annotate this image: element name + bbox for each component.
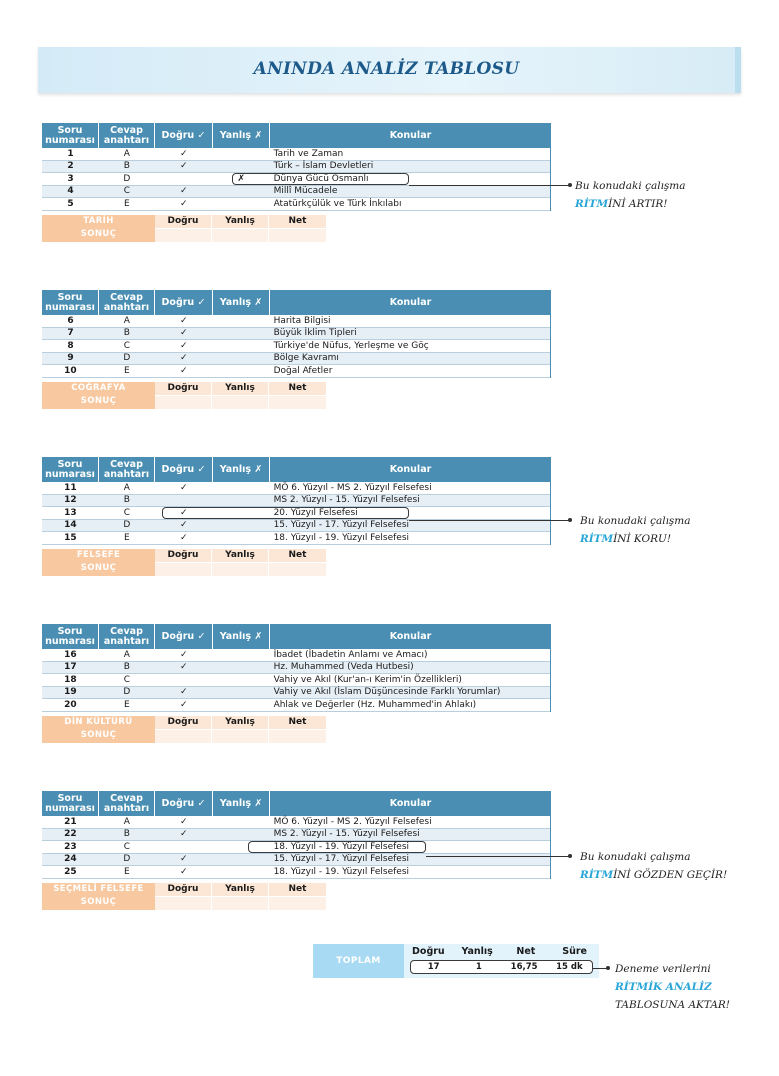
- topic: İbadet (İbadetin Anlamı ve Amacı): [273, 649, 428, 660]
- answer-key: B: [123, 328, 130, 339]
- table-row: [42, 148, 550, 161]
- answer-key: D: [123, 520, 131, 531]
- wrong-mark: ✗: [237, 173, 245, 184]
- correct-mark: ✓: [179, 507, 188, 518]
- topic: Atatürkçülük ve Türk İnkılabı: [273, 198, 402, 209]
- result-label: FELSEFE SONUÇ: [42, 549, 155, 576]
- total-values-area: [404, 944, 599, 978]
- topic: 18. Yüzyıl - 19. Yüzyıl Felsefesi: [273, 532, 410, 543]
- answer-key: A: [123, 649, 130, 660]
- connector-line-2: [409, 520, 569, 521]
- table-row: [42, 161, 550, 174]
- header-yanlis: Yanlış ✗: [213, 457, 270, 482]
- answer-key: B: [123, 829, 130, 840]
- result-dogru-input[interactable]: [155, 562, 211, 576]
- wrong-mark: [213, 315, 270, 327]
- analysis-section: [42, 624, 551, 743]
- topic: 15. Yüzyıl - 17. Yüzyıl Felsefesi: [273, 854, 410, 865]
- header-konular: Konular: [389, 463, 432, 475]
- result-yanlis-input[interactable]: [212, 896, 268, 910]
- question-number: 10: [64, 365, 77, 376]
- wrong-mark: [213, 148, 270, 160]
- total-header: Doğru: [412, 946, 445, 957]
- header-dogru: Doğru ✓: [155, 624, 213, 649]
- correct-mark: ✓: [179, 148, 188, 159]
- correct-mark: ✓: [179, 829, 188, 840]
- result-dogru-input[interactable]: [155, 729, 211, 743]
- question-number: 12: [64, 495, 77, 506]
- answer-key: C: [123, 186, 130, 197]
- table-row: [42, 674, 550, 687]
- correct-mark: ✓: [179, 687, 188, 698]
- correct-mark: [155, 173, 213, 185]
- wrong-mark: [213, 353, 270, 365]
- question-number: 13: [64, 507, 77, 518]
- note-line: Bu konudaki çalışma: [575, 180, 686, 192]
- final-note-line: TABLOSUNA AKTAR!: [615, 999, 731, 1011]
- answer-key: C: [123, 507, 130, 518]
- result-dogru-input[interactable]: [155, 228, 211, 242]
- correct-mark: [155, 674, 213, 686]
- correct-mark: ✓: [179, 198, 188, 209]
- result-row: [42, 382, 326, 409]
- topic: 15. Yüzyıl - 17. Yüzyıl Felsefesi: [273, 520, 410, 531]
- result-row: [42, 215, 326, 242]
- wrong-mark: [213, 649, 270, 661]
- table-body: [42, 315, 551, 378]
- question-number: 20: [64, 699, 77, 710]
- topic: Ahlak ve Değerler (Hz. Muhammed'in Ahlakı): [273, 699, 477, 710]
- wrong-mark: [213, 532, 270, 544]
- wrong-mark: [213, 687, 270, 699]
- total-value: 17: [427, 962, 440, 972]
- wrong-mark: [213, 854, 270, 866]
- header-cevap: Cevap anahtarı: [99, 791, 155, 816]
- note-gozden-gecir: [580, 848, 727, 884]
- title-banner: [38, 47, 741, 93]
- table-row: [42, 699, 550, 712]
- topic: Millî Mücadele: [273, 186, 338, 197]
- wrong-mark: [213, 198, 270, 210]
- total-header: Süre: [562, 946, 587, 957]
- result-yanlis-input[interactable]: [212, 729, 268, 743]
- table-row: [42, 198, 550, 211]
- result-label: COĞRAFYA SONUÇ: [42, 382, 155, 409]
- topic: 18. Yüzyıl - 19. Yüzyıl Felsefesi: [273, 866, 410, 877]
- analysis-section: [42, 457, 551, 576]
- total-value: 16,75: [510, 962, 538, 972]
- table-header: [42, 457, 551, 482]
- total-label: TOPLAM: [313, 944, 404, 978]
- answer-key: E: [123, 198, 130, 209]
- answer-key: A: [123, 315, 130, 326]
- header-konular: Konular: [389, 797, 432, 809]
- connector-line-3: [426, 856, 569, 857]
- result-yanlis-input[interactable]: [212, 228, 268, 242]
- wrong-mark: [213, 328, 270, 340]
- total-header: Net: [516, 946, 536, 957]
- question-number: 19: [64, 687, 77, 698]
- correct-mark: ✓: [179, 662, 188, 673]
- topic: Türk – İslam Devletleri: [273, 161, 374, 172]
- result-dogru: Doğru: [155, 716, 212, 743]
- table-row: [42, 816, 550, 829]
- result-net-input[interactable]: [269, 395, 326, 409]
- topic: MS 2. Yüzyıl - 15. Yüzyıl Felsefesi: [273, 829, 420, 840]
- topic-highlight: [232, 173, 409, 185]
- question-number: 23: [64, 841, 77, 852]
- header-yanlis: Yanlış ✗: [213, 624, 270, 649]
- question-number: 3: [67, 173, 74, 184]
- question-number: 8: [67, 340, 74, 351]
- table-row: [42, 340, 550, 353]
- final-note: [615, 960, 730, 1014]
- result-net-input[interactable]: [269, 562, 326, 576]
- topic: Türkiye'de Nüfus, Yerleşme ve Göç: [273, 340, 429, 351]
- topic: MÖ 6. Yüzyıl - MS 2. Yüzyıl Felsefesi: [273, 482, 432, 493]
- wrong-mark: [213, 674, 270, 686]
- table-row: [42, 482, 550, 495]
- answer-key: D: [123, 353, 131, 364]
- answer-key: C: [123, 340, 130, 351]
- table-row: [42, 532, 550, 545]
- correct-mark: ✓: [179, 532, 188, 543]
- question-number: 16: [64, 649, 77, 660]
- result-yanlis: Yanlış: [212, 549, 269, 576]
- connector-dot-3: [568, 854, 572, 858]
- table-row: [42, 687, 550, 700]
- analysis-section: [42, 791, 551, 910]
- note-koru: [580, 512, 691, 548]
- topic: Tarih ve Zaman: [273, 148, 344, 159]
- result-label: DİN KÜLTÜRÜ SONUÇ: [42, 716, 155, 743]
- result-yanlis-input[interactable]: [212, 395, 268, 409]
- result-dogru: Doğru: [155, 215, 212, 242]
- result-row: [42, 883, 326, 910]
- result-net: Net: [269, 883, 326, 910]
- result-row: [42, 716, 326, 743]
- table-row: [42, 520, 550, 533]
- note-line: Bu konudaki çalışma: [580, 515, 691, 527]
- wrong-mark: [213, 495, 270, 507]
- table-row: [42, 866, 550, 879]
- table-body: [42, 816, 551, 879]
- header-cevap: Cevap anahtarı: [99, 457, 155, 482]
- correct-mark: ✓: [179, 353, 188, 364]
- header-soru: Soru numarası: [42, 123, 99, 148]
- question-number: 21: [64, 816, 77, 827]
- result-yanlis-input[interactable]: [212, 562, 268, 576]
- table-row: [42, 649, 550, 662]
- answer-key: A: [123, 482, 130, 493]
- topic: 20. Yüzyıl Felsefesi: [273, 507, 358, 518]
- table-row: [42, 829, 550, 842]
- question-number: 14: [64, 520, 77, 531]
- wrong-mark: [213, 161, 270, 173]
- table-row: [42, 186, 550, 199]
- question-number: 9: [67, 353, 74, 364]
- result-dogru: Doğru: [155, 549, 212, 576]
- header-soru: Soru numarası: [42, 457, 99, 482]
- question-number: 11: [64, 482, 77, 493]
- wrong-mark: [213, 866, 270, 878]
- connector-line-total: [593, 968, 607, 969]
- answer-key: A: [123, 816, 130, 827]
- header-cevap: Cevap anahtarı: [99, 290, 155, 315]
- correct-mark: ✓: [179, 482, 188, 493]
- note-accent-line: RİTMİNİ GÖZDEN GEÇİR!: [580, 869, 728, 881]
- header-konular: Konular: [389, 630, 432, 642]
- header-dogru: Doğru ✓: [155, 791, 213, 816]
- result-label: TARİH SONUÇ: [42, 215, 155, 242]
- correct-mark: [155, 495, 213, 507]
- header-dogru: Doğru ✓: [155, 123, 213, 148]
- table-row: [42, 328, 550, 341]
- answer-key: E: [123, 866, 130, 877]
- topic: MÖ 6. Yüzyıl - MS 2. Yüzyıl Felsefesi: [273, 816, 432, 827]
- total-value: 1: [475, 962, 482, 972]
- header-yanlis: Yanlış ✗: [213, 123, 270, 148]
- answer-key: B: [123, 662, 130, 673]
- answer-key: D: [123, 854, 131, 865]
- wrong-mark: [213, 829, 270, 841]
- wrong-mark: [213, 662, 270, 674]
- topic-highlight: [248, 841, 426, 853]
- analysis-section: [42, 290, 551, 409]
- result-net: Net: [269, 215, 326, 242]
- header-soru: Soru numarası: [42, 791, 99, 816]
- correct-mark: ✓: [179, 649, 188, 660]
- result-dogru: Doğru: [155, 883, 212, 910]
- table-body: [42, 482, 551, 545]
- topic: Vahiy ve Akıl (İslam Düşüncesinde Farklı Yorumlar): [273, 687, 501, 698]
- result-dogru-input[interactable]: [155, 395, 211, 409]
- result-row: [42, 549, 326, 576]
- topic: Vahiy ve Akıl (Kur'an-ı Kerim'in Özellikleri): [273, 674, 462, 685]
- question-number: 24: [64, 854, 77, 865]
- topic: Hz. Muhammed (Veda Hutbesi): [273, 662, 414, 673]
- table-header: [42, 290, 551, 315]
- correct-mark: ✓: [179, 315, 188, 326]
- topic: Dünya Gücü Osmanlı: [273, 173, 369, 184]
- topic-highlight: [162, 507, 409, 519]
- question-number: 4: [67, 186, 74, 197]
- table-row: [42, 495, 550, 508]
- topic: Harita Bilgisi: [273, 315, 331, 326]
- correct-mark: ✓: [179, 866, 188, 877]
- analysis-section: [42, 123, 551, 242]
- table-row: [42, 315, 550, 328]
- correct-mark: ✓: [179, 699, 188, 710]
- header-konular: Konular: [389, 296, 432, 308]
- result-dogru-input[interactable]: [155, 896, 211, 910]
- header-cevap: Cevap anahtarı: [99, 123, 155, 148]
- table-header: [42, 624, 551, 649]
- wrong-mark: [213, 816, 270, 828]
- table-row: [42, 365, 550, 378]
- note-accent-line: RİTMİNİ ARTIR!: [575, 198, 668, 210]
- table-body: [42, 649, 551, 712]
- final-note-line: Deneme verilerini: [615, 963, 711, 975]
- result-net-input[interactable]: [269, 729, 326, 743]
- result-net: Net: [269, 382, 326, 409]
- header-yanlis: Yanlış ✗: [213, 290, 270, 315]
- correct-mark: ✓: [179, 186, 188, 197]
- topic: Bölge Kavramı: [273, 353, 339, 364]
- final-note-accent: RİTMİK ANALİZ: [615, 981, 712, 993]
- question-number: 1: [67, 148, 74, 159]
- header-yanlis: Yanlış ✗: [213, 791, 270, 816]
- answer-key: B: [123, 495, 130, 506]
- topic: Doğal Afetler: [273, 365, 333, 376]
- result-dogru: Doğru: [155, 382, 212, 409]
- result-yanlis: Yanlış: [212, 382, 269, 409]
- header-konular: Konular: [389, 129, 432, 141]
- header-soru: Soru numarası: [42, 290, 99, 315]
- correct-mark: ✓: [179, 365, 188, 376]
- correct-mark: [155, 841, 213, 853]
- result-net: Net: [269, 716, 326, 743]
- result-net: Net: [269, 549, 326, 576]
- note-accent-line: RİTMİNİ KORU!: [580, 533, 672, 545]
- answer-key: A: [123, 148, 130, 159]
- connector-line-1: [409, 185, 569, 186]
- total-value: 15 dk: [556, 962, 583, 972]
- wrong-mark: [213, 365, 270, 377]
- table-row: [42, 662, 550, 675]
- wrong-mark: [213, 186, 270, 198]
- answer-key: E: [123, 699, 130, 710]
- question-number: 5: [67, 198, 74, 209]
- correct-mark: ✓: [179, 340, 188, 351]
- header-soru: Soru numarası: [42, 624, 99, 649]
- answer-key: D: [123, 173, 131, 184]
- result-yanlis: Yanlış: [212, 716, 269, 743]
- total-box: [313, 944, 599, 978]
- topic: MS 2. Yüzyıl - 15. Yüzyıl Felsefesi: [273, 495, 420, 506]
- correct-mark: ✓: [179, 816, 188, 827]
- correct-mark: ✓: [179, 161, 188, 172]
- answer-key: B: [123, 161, 130, 172]
- question-number: 2: [67, 161, 74, 172]
- header-cevap: Cevap anahtarı: [99, 624, 155, 649]
- answer-key: C: [123, 841, 130, 852]
- question-number: 7: [67, 328, 74, 339]
- total-values: [410, 960, 593, 974]
- question-number: 17: [64, 662, 77, 673]
- total-headers: [404, 944, 599, 959]
- answer-key: E: [123, 532, 130, 543]
- result-label: SEÇMELİ FELSEFE SONUÇ: [42, 883, 155, 910]
- wrong-mark: [213, 699, 270, 711]
- topic: 18. Yüzyıl - 19. Yüzyıl Felsefesi: [273, 841, 410, 852]
- answer-key: E: [123, 365, 130, 376]
- correct-mark: ✓: [179, 854, 188, 865]
- topic: Büyük İklim Tipleri: [273, 328, 357, 339]
- wrong-mark: [213, 520, 270, 532]
- table-header: [42, 791, 551, 816]
- header-dogru: Doğru ✓: [155, 290, 213, 315]
- result-yanlis: Yanlış: [212, 883, 269, 910]
- wrong-mark: [213, 340, 270, 352]
- answer-key: D: [123, 687, 131, 698]
- question-number: 25: [64, 866, 77, 877]
- header-dogru: Doğru ✓: [155, 457, 213, 482]
- result-net-input[interactable]: [269, 896, 326, 910]
- table-header: [42, 123, 551, 148]
- page-title: ANINDA ANALİZ TABLOSU: [253, 59, 520, 79]
- connector-dot-2: [568, 518, 572, 522]
- note-line: Bu konudaki çalışma: [580, 851, 691, 863]
- question-number: 22: [64, 829, 77, 840]
- connector-dot-1: [568, 183, 572, 187]
- question-number: 6: [67, 315, 74, 326]
- correct-mark: ✓: [179, 520, 188, 531]
- result-yanlis: Yanlış: [212, 215, 269, 242]
- wrong-mark: [213, 482, 270, 494]
- result-net-input[interactable]: [269, 228, 326, 242]
- question-number: 18: [64, 674, 77, 685]
- table-body: [42, 148, 551, 211]
- table-row: [42, 353, 550, 366]
- correct-mark: ✓: [179, 328, 188, 339]
- answer-key: C: [123, 674, 130, 685]
- connector-dot-total: [606, 966, 610, 970]
- note-artir: [575, 177, 686, 213]
- total-header: Yanlış: [461, 946, 493, 957]
- question-number: 15: [64, 532, 77, 543]
